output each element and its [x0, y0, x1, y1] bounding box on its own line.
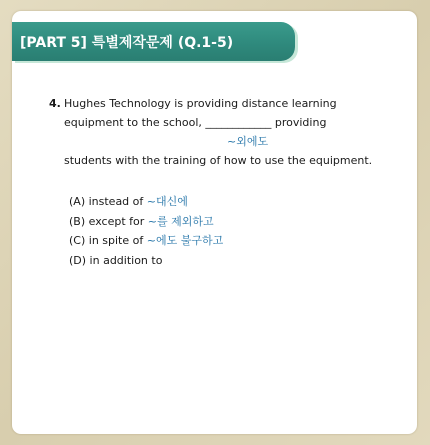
question-line-2: equipment to the school, ____________ providing — [64, 116, 327, 129]
option-b-hint: ~를 제외하고 — [147, 214, 214, 228]
option-b[interactable] — [69, 212, 223, 232]
option-c-hint: ~에도 불구하고 — [146, 234, 224, 247]
option-a-label: (A) instead of — [69, 195, 147, 208]
question-line-3: students with the training of how to use the equipment. — [64, 154, 373, 167]
option-d-label: (D) in addition to — [69, 253, 163, 267]
option-c[interactable] — [69, 231, 223, 251]
section-title: [PART 5] 특별제작문제 (Q.1-5) — [20, 35, 234, 51]
question-line-1: Hughes Technology is providing distance learning — [64, 97, 337, 110]
section-header — [12, 22, 295, 61]
blank-hint: ~외에도 — [227, 135, 269, 148]
answer-options — [69, 192, 223, 270]
option-b-label: (B) except for — [69, 214, 148, 228]
option-a-hint: ~대신에 — [146, 195, 188, 208]
question-number: 4. — [49, 97, 61, 110]
option-a[interactable] — [69, 192, 223, 212]
option-d[interactable] — [69, 251, 223, 271]
option-c-label: (C) in spite of — [69, 234, 147, 247]
